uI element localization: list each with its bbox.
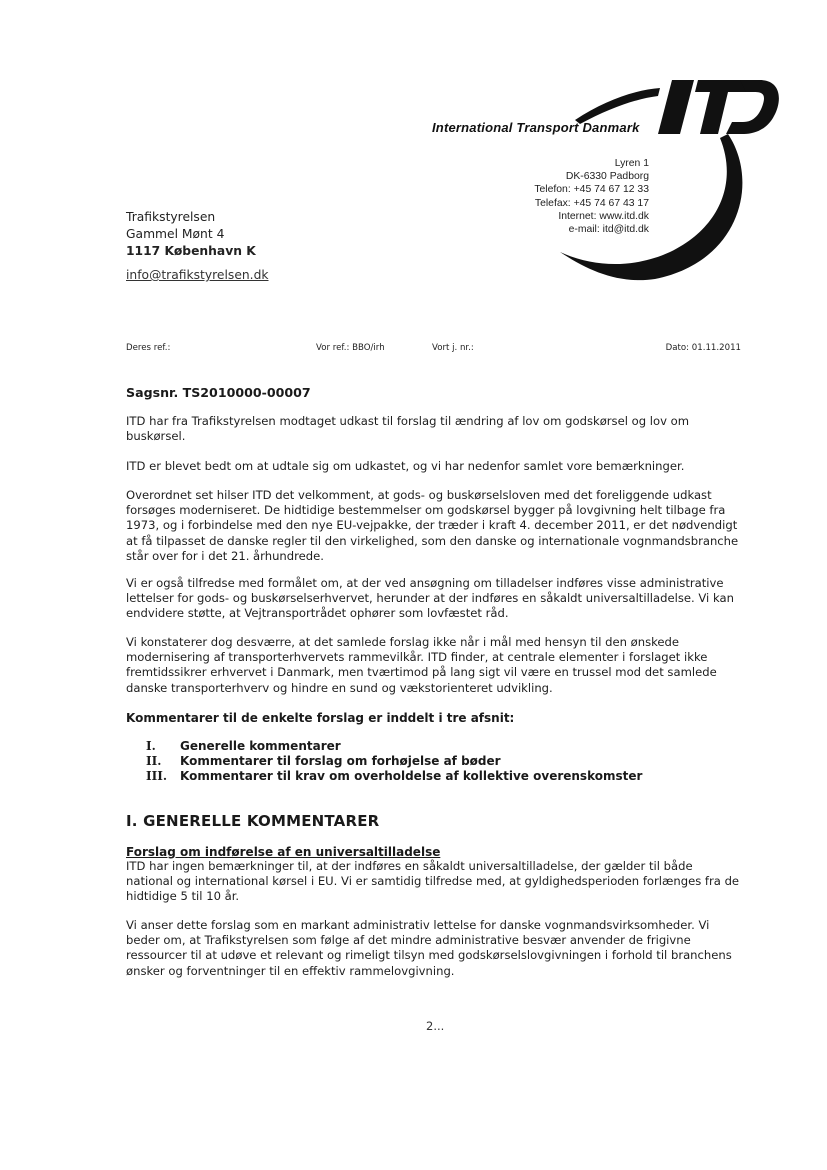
logo-letter-i [658,80,694,134]
contact-fax: Telefax: +45 74 67 43 17 [534,197,649,209]
paragraph-2: ITD er blevet bedt om at udtale sig om udkastet, og vi har nedenfor samlet vore bemærkninger. [126,459,685,473]
vor-ref: Vor ref.: BBO/irh [316,343,385,353]
logo-swoosh-top [575,88,660,124]
toc-num: I. [146,739,156,753]
case-number: Sagsnr. TS2010000-00007 [126,385,311,400]
paragraph-3: Overordnet set hilser ITD det velkomment, at gods- og buskørselsloven med det foreliggende udkast forsøges moderniseret. De hidtidige bestemmelser om godskørsel bygger på lovgivning helt tilbage fra 1973, og i forbindelse med den nye EU-vejpakke, der træder i kraft 4. december 2011, er det nødvendigt at få tilpasset de danske regler til den virkelighed, som den danske og internationale vognmandsbranche står over for i det 21. århundrede. [126,488,739,563]
paragraph-1: ITD har fra Trafikstyrelsen modtaget udkast til forslag til ændring af lov om godskørsel og lov om buskørsel. [126,414,690,444]
vort-jnr: Vort j. nr.: [432,343,474,353]
recipient-address [126,209,256,260]
subheading: Forslag om indførelse af en universaltilladelse [126,845,441,859]
recipient-name: Trafikstyrelsen [126,210,216,224]
section-paragraph-2: Vi anser dette forslag som en markant administrativ lettelse for danske vognmandsvirksomheder. Vi beder om, at Trafikstyrelsen som følge af det mindre administrative besvær anvender de frigivne ressourcer til at udøve et relevant og rimeligt tilsyn med godskørselslovgivningen i forhold til branchens ønsker og forventninger til en effektiv rammelovgivning. [126,918,732,978]
recipient-city: 1117 København K [126,244,256,258]
letter-date: Dato: 01.11.2011 [665,343,741,353]
toc-item-1 [146,739,341,753]
paragraph-4: Vi er også tilfredse med formålet om, at der ved ansøgning om tilladelser indføres visse administrative lettelser for gods- og buskørselserhvervet, herunder at der indføres en såkaldt universaltilladelse. Vi kan endvidere støtte, at Vejtransportrådet ophører som lovfæstet råd. [126,576,734,621]
contact-address: Lyren 1 [614,158,649,169]
recipient-street: Gammel Mønt 4 [126,227,225,241]
contact-phone: Telefon: +45 74 67 12 33 [534,184,649,196]
page-number: 2... [426,1019,445,1033]
toc-label: Generelle kommentarer [180,739,341,753]
toc-num: II. [146,754,162,768]
paragraph-5: Vi konstaterer dog desværre, at det samlede forslag ikke når i mål med hensyn til den ønskede modernisering af transporterhvervets rammevilkår. ITD finder, at centrale elementer i forslaget ikke fremtidssikrer erhvervet i Danmark, men tværtimod på lang sigt vil være en trussel mod det samlede danske transporterhverv og hindre en sund og vækstorienteret udvikling. [126,635,717,695]
recipient-email-link[interactable]: info@trafikstyrelsen.dk [126,268,269,282]
toc-item-3 [146,769,642,783]
contact-block [534,157,649,236]
toc-label: Kommentarer til forslag om forhøjelse af bøder [180,754,501,768]
section-paragraph-1: ITD har ingen bemærkninger til, at der indføres en såkaldt universaltilladelse, der gælder til både national og international kørsel i EU. Vi er samtidig tilfredse med, at gyldighedsperioden forlænges fra de hidtidige 5 til 10 år. [126,859,740,904]
toc-item-2 [146,754,501,768]
company-tagline: International Transport Danmark [432,120,640,135]
toc-num: III. [146,769,168,783]
comments-intro: Kommentarer til de enkelte forslag er inddelt i tre afsnit: [126,711,515,725]
toc-label: Kommentarer til krav om overholdelse af kollektive overenskomster [180,769,643,783]
section-heading: I. GENERELLE KOMMENTARER [126,812,380,830]
contact-postal: DK-6330 Padborg [565,171,649,183]
contact-web: Internet: www.itd.dk [558,210,649,222]
deres-ref: Deres ref.: [126,343,171,353]
contact-email: e-mail: itd@itd.dk [568,224,649,236]
